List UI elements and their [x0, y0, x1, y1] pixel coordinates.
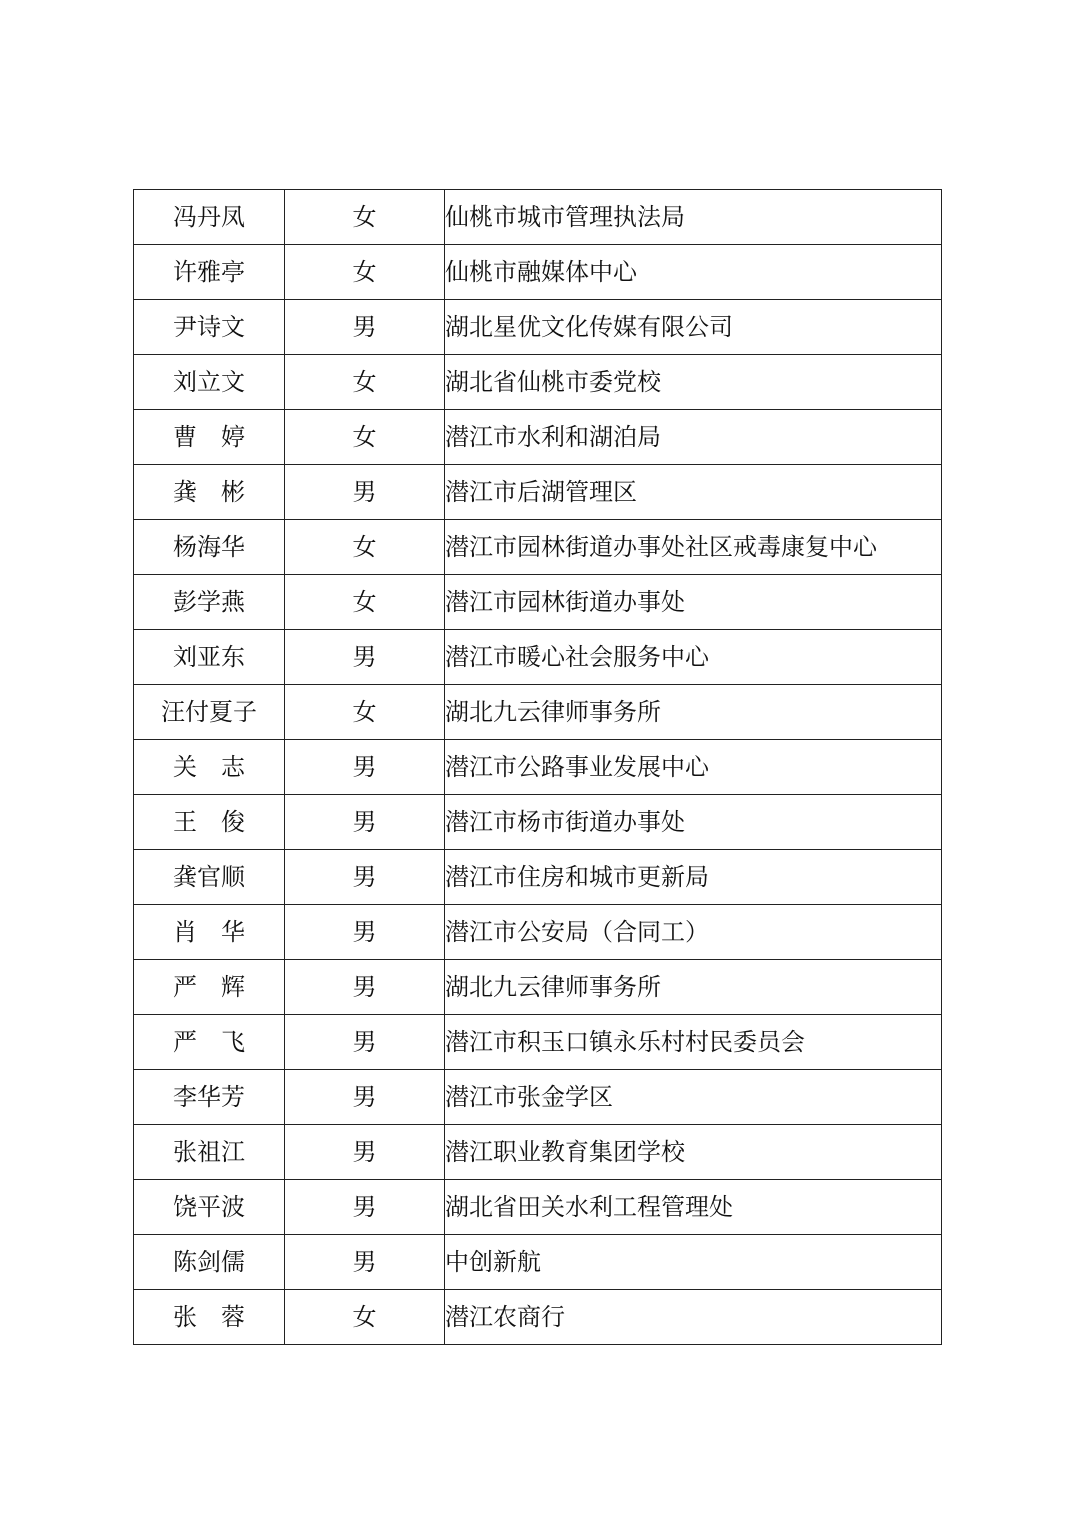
unit-cell: 潜江市张金学区 [445, 1070, 942, 1125]
unit-cell: 潜江市后湖管理区 [445, 465, 942, 520]
unit-cell: 潜江市暖心社会服务中心 [445, 630, 942, 685]
unit-cell: 湖北九云律师事务所 [445, 685, 942, 740]
roster-table [133, 189, 942, 1345]
table-row [134, 300, 942, 355]
table-row [134, 1235, 942, 1290]
gender-cell: 男 [285, 465, 445, 520]
table-row [134, 1070, 942, 1125]
gender-cell: 男 [285, 795, 445, 850]
unit-cell: 仙桃市城市管理执法局 [445, 190, 942, 245]
table-row [134, 575, 942, 630]
table-row [134, 1015, 942, 1070]
gender-cell: 男 [285, 630, 445, 685]
gender-cell: 男 [285, 850, 445, 905]
unit-cell: 潜江市水利和湖泊局 [445, 410, 942, 465]
name-cell: 王 俊 [134, 795, 285, 850]
name-cell: 饶平波 [134, 1180, 285, 1235]
gender-cell: 男 [285, 1125, 445, 1180]
name-cell: 冯丹凤 [134, 190, 285, 245]
unit-cell: 湖北九云律师事务所 [445, 960, 942, 1015]
unit-cell: 仙桃市融媒体中心 [445, 245, 942, 300]
name-cell: 严 辉 [134, 960, 285, 1015]
name-cell: 尹诗文 [134, 300, 285, 355]
name-cell: 张 蓉 [134, 1290, 285, 1345]
unit-cell: 湖北省仙桃市委党校 [445, 355, 942, 410]
gender-cell: 女 [285, 355, 445, 410]
name-cell: 龚 彬 [134, 465, 285, 520]
unit-cell: 中创新航 [445, 1235, 942, 1290]
table-row [134, 1290, 942, 1345]
table-row [134, 355, 942, 410]
name-cell: 许雅亭 [134, 245, 285, 300]
gender-cell: 男 [285, 1070, 445, 1125]
gender-cell: 男 [285, 960, 445, 1015]
table-row [134, 905, 942, 960]
table-row [134, 630, 942, 685]
gender-cell: 女 [285, 575, 445, 630]
unit-cell: 潜江职业教育集团学校 [445, 1125, 942, 1180]
unit-cell: 潜江市杨市街道办事处 [445, 795, 942, 850]
gender-cell: 女 [285, 410, 445, 465]
unit-cell: 潜江市园林街道办事处 [445, 575, 942, 630]
unit-cell: 湖北省田关水利工程管理处 [445, 1180, 942, 1235]
unit-cell: 潜江市积玉口镇永乐村村民委员会 [445, 1015, 942, 1070]
gender-cell: 男 [285, 1180, 445, 1235]
name-cell: 李华芳 [134, 1070, 285, 1125]
table-row [134, 1125, 942, 1180]
gender-cell: 女 [285, 685, 445, 740]
gender-cell: 男 [285, 1015, 445, 1070]
table-row [134, 960, 942, 1015]
name-cell: 彭学燕 [134, 575, 285, 630]
name-cell: 肖 华 [134, 905, 285, 960]
name-cell: 汪付夏子 [134, 685, 285, 740]
unit-cell: 潜江市园林街道办事处社区戒毒康复中心 [445, 520, 942, 575]
table-row [134, 850, 942, 905]
table-row [134, 465, 942, 520]
gender-cell: 女 [285, 1290, 445, 1345]
name-cell: 张祖江 [134, 1125, 285, 1180]
name-cell: 陈剑儒 [134, 1235, 285, 1290]
unit-cell: 湖北星优文化传媒有限公司 [445, 300, 942, 355]
name-cell: 曹 婷 [134, 410, 285, 465]
gender-cell: 男 [285, 905, 445, 960]
unit-cell: 潜江市公安局（合同工） [445, 905, 942, 960]
unit-cell: 潜江农商行 [445, 1290, 942, 1345]
roster-table-body [134, 190, 942, 1345]
table-row [134, 520, 942, 575]
table-row [134, 1180, 942, 1235]
name-cell: 关 志 [134, 740, 285, 795]
table-row [134, 795, 942, 850]
unit-cell: 潜江市公路事业发展中心 [445, 740, 942, 795]
name-cell: 龚官顺 [134, 850, 285, 905]
table-row [134, 190, 942, 245]
table-row [134, 245, 942, 300]
gender-cell: 男 [285, 740, 445, 795]
table-row [134, 740, 942, 795]
gender-cell: 女 [285, 520, 445, 575]
name-cell: 刘立文 [134, 355, 285, 410]
table-row [134, 685, 942, 740]
name-cell: 严 飞 [134, 1015, 285, 1070]
table-row [134, 410, 942, 465]
gender-cell: 男 [285, 1235, 445, 1290]
gender-cell: 女 [285, 190, 445, 245]
name-cell: 刘亚东 [134, 630, 285, 685]
name-cell: 杨海华 [134, 520, 285, 575]
gender-cell: 女 [285, 245, 445, 300]
gender-cell: 男 [285, 300, 445, 355]
unit-cell: 潜江市住房和城市更新局 [445, 850, 942, 905]
